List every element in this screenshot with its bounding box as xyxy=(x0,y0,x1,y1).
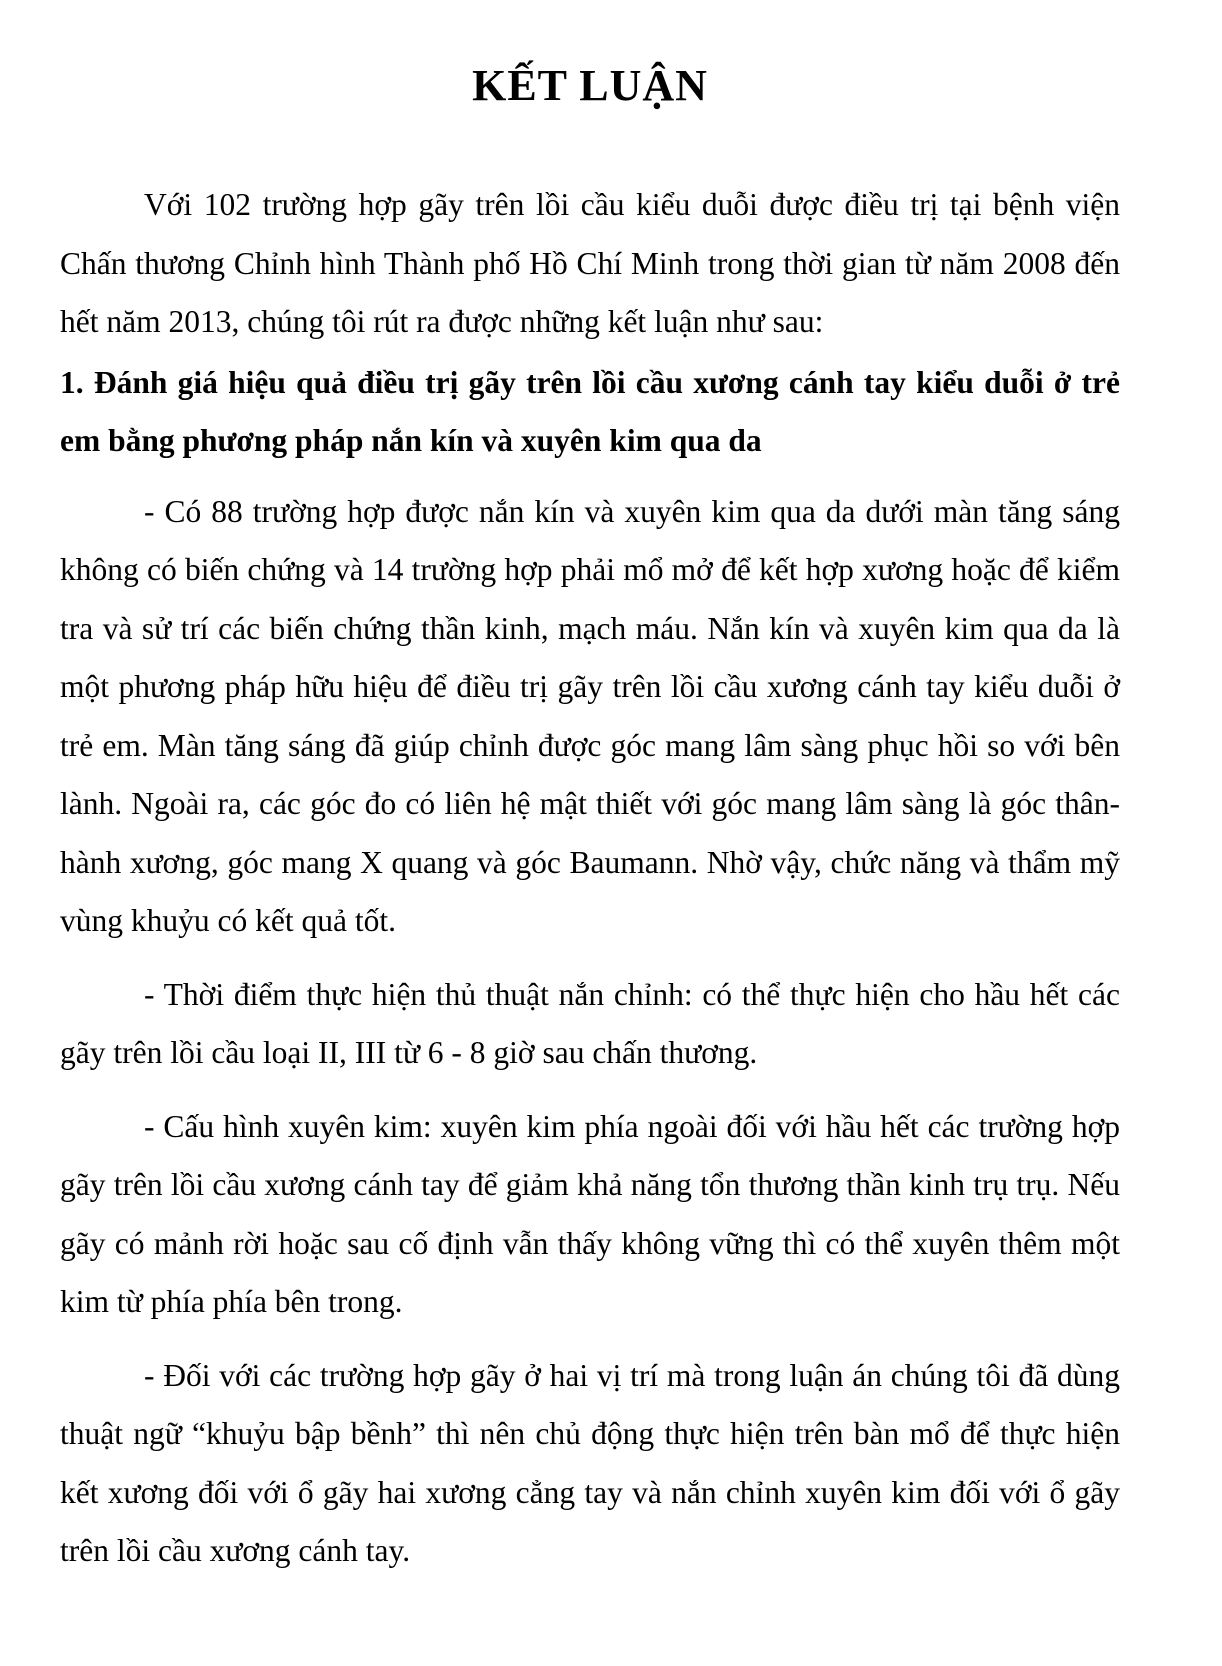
paragraph-results: - Có 88 trường hợp được nắn kín và xuyên kim qua da dưới màn tăng sáng không có biến chứng và 14 trường hợp phải mổ mở để kết hợp xương hoặc để kiểm tra và sử trí các biến chứng thần kinh, mạch máu. Nắn kín và xuyên kim qua da là một phương pháp hữu hiệu để điều trị gãy trên lồi cầu xương cánh tay kiểu duỗi ở trẻ em. Màn tăng sáng đã giúp chỉnh được góc mang lâm sàng phục hồi so với bên lành. Ngoài ra, các góc đo có liên hệ mật thiết với góc mang lâm sàng là góc thân-hành xương, góc mang X quang và góc Baumann. Nhờ vậy, chức năng và thẩm mỹ vùng khuỷu có kết quả tốt. xyxy=(60,493,1120,938)
paragraph-pin-configuration: - Cấu hình xuyên kim: xuyên kim phía ngoài đối với hầu hết các trường hợp gãy trên lồi cầu xương cánh tay để giảm khả năng tổn thương thần kinh trụ trụ. Nếu gãy có mảnh rời hoặc sau cố định vẫn thấy không vững thì có thể xuyên thêm một kim từ phía phía bên trong. xyxy=(60,1108,1120,1319)
intro-paragraph: Với 102 trường hợp gãy trên lồi cầu kiểu duỗi được điều trị tại bệnh viện Chấn thương Chỉnh hình Thành phố Hồ Chí Minh trong thời gian từ năm 2008 đến hết năm 2013, chúng tôi rút ra được những kết luận như sau: xyxy=(60,187,1120,339)
page-title: KẾT LUẬN xyxy=(472,61,708,110)
section-heading: 1. Đánh giá hiệu quả điều trị gãy trên lồi cầu xương cánh tay kiểu duỗi ở trẻ em bằng phương pháp nắn kín và xuyên kim qua da xyxy=(60,364,1120,458)
paragraph-timing: - Thời điểm thực hiện thủ thuật nắn chỉnh: có thể thực hiện cho hầu hết các gãy trên lồi cầu loại II, III từ 6 - 8 giờ sau chấn thương. xyxy=(60,976,1120,1070)
paragraph-floating-elbow: - Đối với các trường hợp gãy ở hai vị trí mà trong luận án chúng tôi đã dùng thuật ngữ “khuỷu bập bềnh” thì nên chủ động thực hiện trên bàn mổ để thực hiện kết xương đối với ổ gãy hai xương cẳng tay và nắn chỉnh xuyên kim đối với ổ gãy trên lồi cầu xương cánh tay. xyxy=(60,1357,1120,1568)
document-page xyxy=(60,0,1120,1581)
